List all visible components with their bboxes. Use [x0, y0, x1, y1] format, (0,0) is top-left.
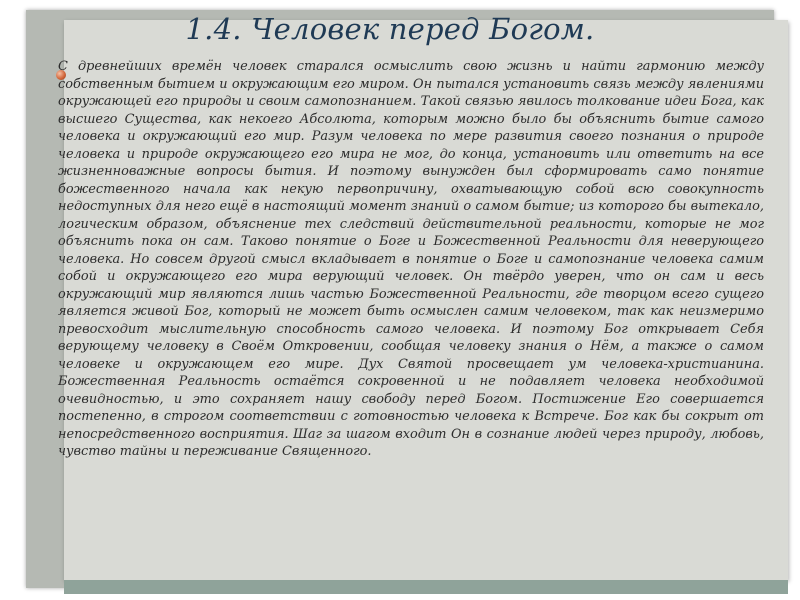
- slide-paragraph: С древнейших времён человек старался осмыслить свою жизнь и найти гармонию между собственным бытием и окружающим его миром. Он пытался установить связь между явлениями окружающей его природы и своим самопознанием. Такой связью явилось толкование идеи Бога, как высшего Существа, как некоего Абсолюта, которым можно было бы объяснить бытие самого человека и окружающий его мир. Разум человека по мере развития своего познания о природе человека и природе окружающего его мира не мог, до конца, установить или ответить на все жизненноважные вопросы бытия. И поэтому вынужден был сформировать само понятие божественного начала как некую первопричину, охватывающую собой всю совокупность недоступных для него ещё в настоящий момент знаний о самом бытие; из которого бы вытекало, логическим образом, объяснение тех следствий действительной реальности, которые не мог объяснить пока он сам. Таково понятие о Боге и Божественной Реальности для неверующего человека. Но совсем другой смысл вкладывает в понятие о Боге и самопознание человека самим собой и окружающего его мира верующий человек. Он твёрдо уверен, что он сам и весь окружающий мир являются лишь частью Божественной Реальности, где творцом всего сущего является живой Бог, который не может быть осмыслен самим человеком, так как неизмеримо превосходит мыслительную способность самого человека. И поэтому Бог открывает Себя верующему человеку в Своём Откровении, сообщая человеку знания о Нём, а также о самом человеке и окружающем его мире. Дух Святой просвещает ум человека-христианина. Божественная Реальность остаётся сокровенной и не подавляет человека необходимой очевидностью, и это сохраняет нашу свободу перед Богом. Постижение Его совершается постепенно, в строгом соответствии с готовностью человека к Встрече. Бог как бы сокрыт от непосредственного восприятия. Шаг за шагом входит Он в сознание людей через природу, любовь, чувство тайны и переживание Священного.: [58, 59, 764, 459]
- bottom-accent-bar: [64, 580, 788, 594]
- slide-title: 1.4. Человек перед Богом.: [185, 12, 595, 46]
